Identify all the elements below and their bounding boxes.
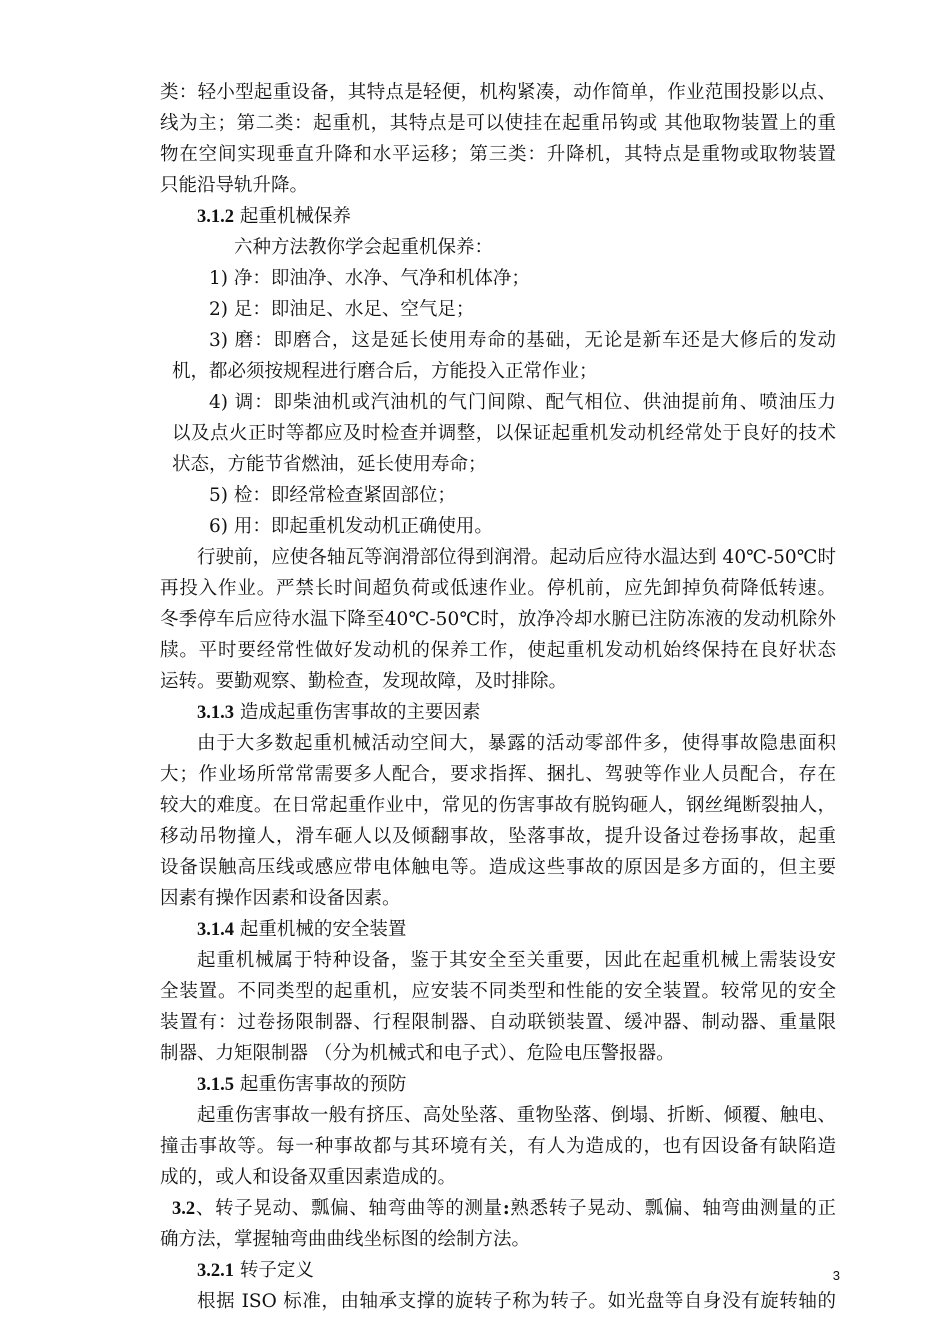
section-number: 3.1.3 <box>197 703 234 723</box>
section-heading <box>197 208 351 227</box>
text-line: 牍。平时要经常性做好发动机的保养工作，使起重机发动机始终保持在良好状态 <box>160 640 836 661</box>
section-heading <box>197 1262 314 1281</box>
list-item: 4) 调：即柴油机或汽油机的气门间隙、配气相位、供油提前角、喷油压力 <box>209 392 836 413</box>
section-title: 起重机械保养 <box>239 206 351 227</box>
section-heading <box>172 1200 836 1219</box>
section-heading <box>197 704 480 723</box>
text-line: 根据 ISO 标准，由轴承支撑的旋转子称为转子。如光盘等自身没有旋转轴的 <box>197 1291 836 1312</box>
text-line: 起重伤害事故一般有挤压、高处坠落、重物坠落、倒塌、折断、倾覆、触电、 <box>197 1105 836 1126</box>
list-item-continued: 以及点火正时等都应及时检查并调整，以保证起重机发动机经常处于良好的技术 <box>172 423 836 444</box>
text-line: 较大的难度。在日常起重作业中，常见的伤害事故有脱钩砸人，钢丝绳断裂抽人， <box>160 795 836 816</box>
text-line: 制器、力矩限制器 （分为机械式和电子式）、危险电压警报器。 <box>160 1043 675 1064</box>
text-line: 类：轻小型起重设备，其特点是轻便，机构紧凑，动作简单，作业范围投影以点、 <box>160 82 836 103</box>
text-line: 由于大多数起重机械活动空间大，暴露的活动零部件多，使得事故隐患面积 <box>197 733 836 754</box>
text-line: 六种方法教你学会起重机保养： <box>234 237 494 258</box>
text-line: 撞击事故等。每一种事故都与其环境有关，有人为造成的，也有因设备有缺陷造 <box>160 1136 836 1157</box>
text-line: 设备误触高压线或感应带电体触电等。造成这些事故的原因是多方面的，但主要 <box>160 857 836 878</box>
text-line: 成的，或人和设备双重因素造成的。 <box>160 1167 457 1188</box>
text-line: 线为主；第二类：起重机，其特点是可以使挂在起重吊钩或 其他取物装置上的重 <box>160 113 836 134</box>
section-title: 造成起重伤害事故的主要因素 <box>239 702 481 723</box>
section-number: 3.2.1 <box>197 1261 234 1281</box>
section-number: 3.1.2 <box>197 207 234 227</box>
section-title: 转子定义 <box>239 1260 314 1281</box>
text-line: 大；作业场所常常需要多人配合，要求指挥、捆扎、驾驶等作业人员配合，存在 <box>160 764 836 785</box>
text-line: 起重机械属于特种设备，鉴于其安全至关重要，因此在起重机械上需装设安 <box>197 950 836 971</box>
section-title: 起重机械的安全装置 <box>239 919 407 940</box>
section-number: 3.2 <box>172 1199 196 1219</box>
list-item: 1) 净：即油净、水净、气净和机体净； <box>209 268 530 289</box>
list-item: 5) 检：即经常检查紧固部位； <box>209 485 456 506</box>
section-heading <box>197 1076 406 1095</box>
text-line: 运转。要勤观察、勤检查，发现故障，及时排除。 <box>160 671 568 692</box>
list-item: 3) 磨：即磨合，这是延长使用寿命的基础，无论是新车还是大修后的发动 <box>209 330 836 351</box>
section-description: 熟悉转子晃动、瓢偏、轴弯曲测量的正 <box>509 1198 836 1219</box>
section-number: 3.1.5 <box>197 1075 234 1095</box>
section-title: 起重伤害事故的预防 <box>239 1074 407 1095</box>
list-item: 2) 足：即油足、水足、空气足； <box>209 299 475 320</box>
text-line: 冬季停车后应待水温下降至40℃-50℃时，放净冷却水腑已注防冻液的发动机除外 <box>160 609 836 630</box>
section-colon: : <box>502 1198 510 1219</box>
text-line: 因素有操作因素和设备因素。 <box>160 888 401 909</box>
section-number: 3.1.4 <box>197 920 234 940</box>
list-item: 6) 用：即起重机发动机正确使用。 <box>209 516 493 537</box>
text-line: 装置有：过卷扬限制器、行程限制器、自动联锁装置、缓冲器、制动器、重量限 <box>160 1012 836 1033</box>
list-item-continued: 状态，方能节省燃油，延长使用寿命； <box>172 454 487 475</box>
list-item-continued: 机，都必须按规程进行磨合后，方能投入正常作业； <box>172 361 598 382</box>
text-line: 物在空间实现垂直升降和水平运移；第三类：升降机，其特点是重物或取物装置 <box>160 144 836 165</box>
text-line: 只能沿导轨升降。 <box>160 175 309 196</box>
section-heading <box>197 921 406 940</box>
text-line: 行驶前，应使各轴瓦等润滑部位得到润滑。起动后应待水温达到 40℃-50℃时 <box>197 547 836 568</box>
text-line: 全装置。不同类型的起重机，应安装不同类型和性能的安全装置。较常见的安全 <box>160 981 836 1002</box>
text-line: 确方法，掌握轴弯曲曲线坐标图的绘制方法。 <box>160 1229 531 1250</box>
text-line: 再投入作业。严禁长时间超负荷或低速作业。停机前，应先卸掉负荷降低转速。 <box>160 578 836 599</box>
page-number: 3 <box>832 1268 840 1283</box>
text-line: 移动吊物撞人，滑车砸人以及倾翻事故，坠落事故，提升设备过卷扬事故，起重 <box>160 826 836 847</box>
section-title: 、转子晃动、瓢偏、轴弯曲等的测量 <box>195 1198 503 1219</box>
